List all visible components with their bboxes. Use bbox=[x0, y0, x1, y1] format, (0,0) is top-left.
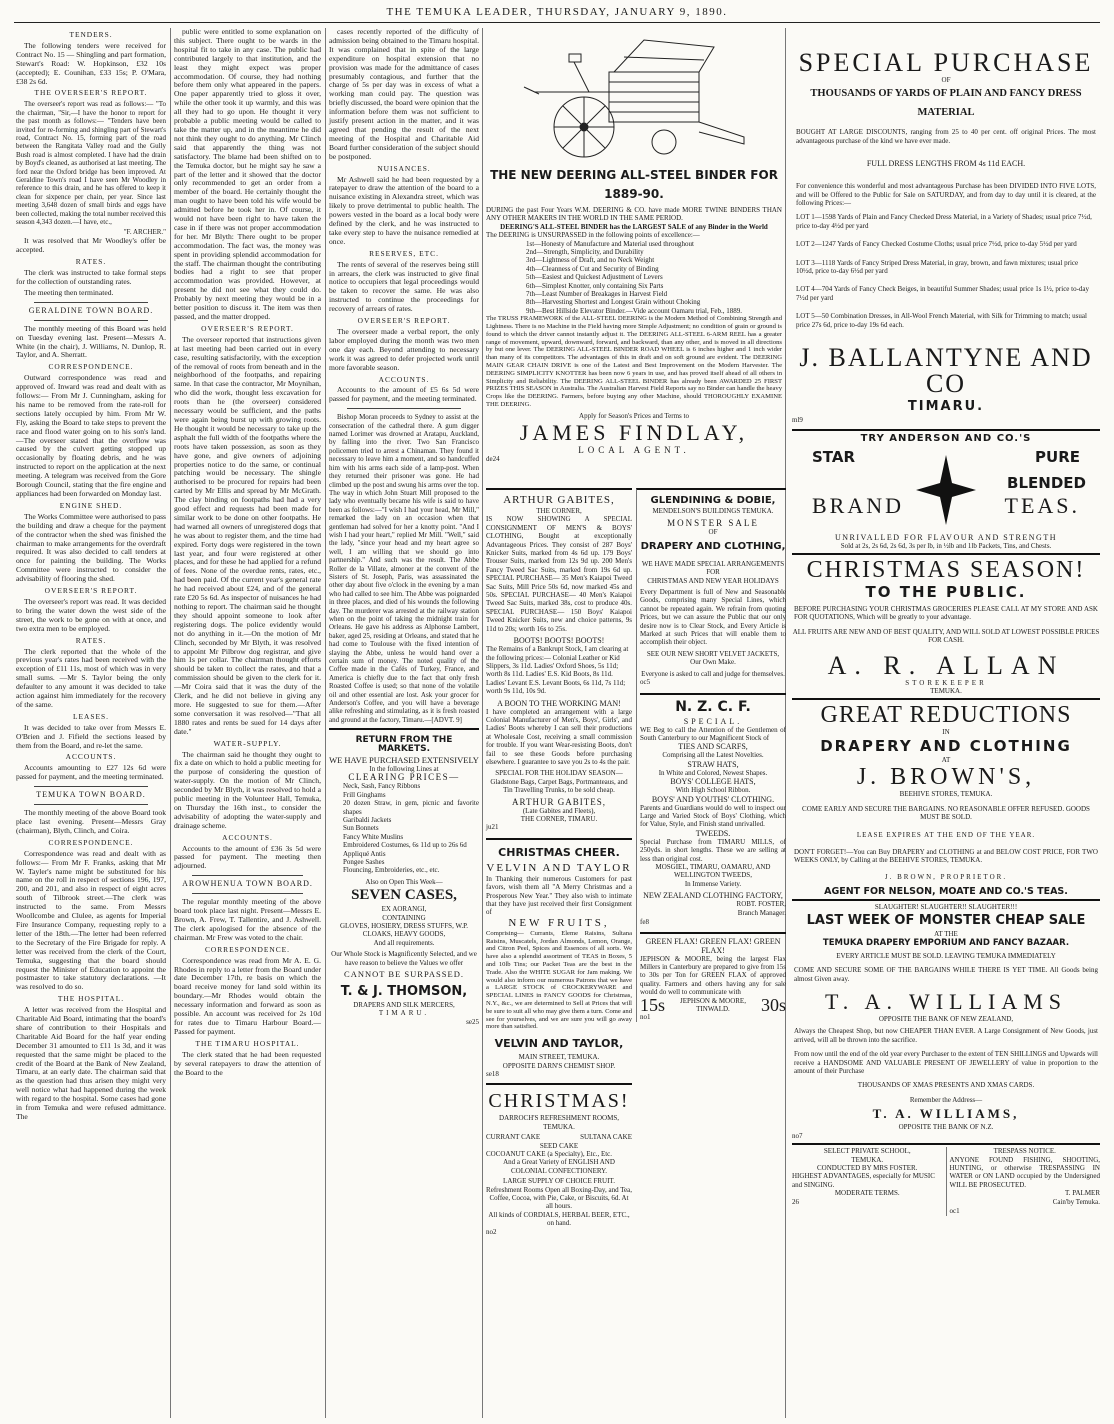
section-heading: THE OVERSEER'S REPORT. bbox=[34, 88, 148, 98]
list-item: LOT 2—1247 Yards of Fancy Checked Costume Cloths; usual price 7½d, price to-day 5½d per yard bbox=[796, 240, 1077, 249]
allan-advert bbox=[792, 553, 1100, 695]
article-text: The clerk reported that the whole of the previous year's rates had been received with the exception of £11 11s, most of which was in very small sums. —Mr S. Taylor being the only defaulter to any amount it was decided to take action against him immediately for the recovery of the same. bbox=[16, 646, 166, 709]
advert-line: THOUSANDS OF XMAS PRESENTS AND XMAS CARDS. bbox=[857, 1081, 1035, 1090]
advert-text: DON'T FORGET!—You can Buy DRAPERY and CLOTHING at and BELOW COST PRICE, FOR TWO WEEKS ONLY, by Calling at the BEEHIVE STORES, TEMUKA. bbox=[794, 847, 1098, 865]
advert-text: Refreshment Rooms Open all Boxing-Day, and Tea, Coffee, Cocoa, with Pie, Cake, or Biscuits, 6d. At all hours. bbox=[486, 1185, 632, 1211]
list-item: LOT 3—1118 Yards of Fancy Striped Dress Material, in gray, brown, and fawn mixtures; usual price 10½d, price to-day 6½d per yard bbox=[796, 258, 1079, 276]
advert-code: oc5 bbox=[640, 678, 651, 687]
article-text: The following tenders were received for Contract No. 15 — Shingling and part formation, Stewart's Road: W. Hopkinson, £32 10s (accepted); E. Counihan, £33 15s; P. O'Mara, £38 2s 6d. bbox=[16, 40, 166, 86]
advert-title: GREAT REDUCTIONS bbox=[820, 702, 1072, 729]
article-text: The clerk was instructed to take formal steps for the collection of outstanding rates. bbox=[16, 268, 166, 286]
advert-line: And a Great Variety of ENGLISH AND COLONIAL CONFECTIONERY. bbox=[503, 1158, 615, 1175]
advert-line: TIMARU. bbox=[907, 399, 985, 415]
advert-line: BEEHIVE STORES, TEMUKA. bbox=[899, 790, 993, 799]
advert-code: fe8 bbox=[640, 918, 649, 927]
advert-line: SPECIAL FOR THE HOLIDAY SEASON— bbox=[495, 769, 623, 778]
section-heading: CORRESPONDENCE. bbox=[48, 837, 134, 847]
section-heading: TENDERS. bbox=[69, 30, 113, 39]
advert-line: OPPOSITE DARN'S CHEMIST SHOP. bbox=[502, 1061, 616, 1070]
advert-code: ml9 bbox=[792, 416, 803, 425]
advert-text: BOUGHT AT LARGE DISCOUNTS, ranging from 25 to 40 per cent. off original Prices. The most advantageous purchase of the kind we have ever made. bbox=[796, 128, 1096, 145]
advert-code: oc1 bbox=[949, 1207, 960, 1216]
trespass-advert bbox=[947, 1147, 1101, 1215]
advert-text: HIGHEST ADVANTAGES, especially for MUSIC and SINGING. bbox=[792, 1172, 935, 1189]
article-text: The overseer made a verbal report, the only labor employed during the month was two men one day each. Beyond attending to necessary work it was agreed to defer projected work until more favorable season. bbox=[329, 327, 479, 372]
section-heading: THE HOSPITAL. bbox=[57, 994, 125, 1004]
advert-firm: J. BALLANTYNE AND CO bbox=[799, 343, 1093, 399]
advert-line: SLAUGHTER! SLAUGHTER!! SLAUGHTER!!! bbox=[874, 903, 1018, 911]
article-title: AROWHENUA TOWN BOARD. bbox=[182, 879, 313, 889]
article-text: Correspondence was read from Mr A. E. G. Rhodes in reply to a letter from the Board under date December 17th, re basis on which the board receive money for land sold within its boundary.—Mr Rhodes would obtain the necessary information and forward as soon as possible. An account was received for 2s 10d for rates due to Timaru Harbour Board.—Passed for payment. bbox=[174, 955, 321, 1036]
advert-text: Comprising— Currants, Eleme Raisins, Sultana Raisins, Muscatels, Jordan Almonds, Lemon, Orange, and Citron Peel, Spices and Essences of all sorts. We have also a splendid assortment of TEAS in Boxes, 5 and 10lb Tins; our Packet Teas are the best in the Trade. Also the WHITE SUGAR for Jam making. We would also inform our numerous Patrons that we have a LARGE STOCK of CROCKERYWARE and SPECIAL LINES in FANCY GOODS for Christmas, N.Y., &c., we are determined to Sell at Prices that will be sure to suit all who may give them a turn. Come and see for yourselves, and we are sure you will go away more than satisfied. bbox=[486, 929, 632, 1031]
advert-line: Sold at 2s, 2s 6d, 2s 6d, 3s per lb, in ½lb and 1lb Packets, Tins, and Chests. bbox=[840, 541, 1052, 550]
section-heading: RATES. bbox=[75, 635, 107, 645]
list-item: 2nd—Strength, Simplicity, and Durability bbox=[526, 248, 644, 257]
column-1 bbox=[16, 28, 166, 1418]
section-heading: LEASES. bbox=[73, 711, 109, 721]
advert-line: IN bbox=[942, 728, 950, 737]
advert-text: JEPHSON & MOORE, being the largest Flax Millers in Canterbury are prepared to give from 15s to 30s per Ton for GREEN FLAX of approved quality. Farmers and others having any for sale would do well to communicate with bbox=[640, 954, 786, 997]
divider bbox=[34, 302, 148, 303]
advert-title: TRY ANDERSON AND CO.'S bbox=[860, 432, 1032, 444]
advert-heading: SEVEN CASES, bbox=[351, 887, 457, 904]
section-heading: OVERSEER'S REPORT. bbox=[44, 586, 138, 596]
advert-firm: A. R. ALLAN bbox=[827, 650, 1065, 680]
advert-line: CANNOT BE SURPASSED. bbox=[344, 969, 464, 980]
list-item: Fancy White Muslins bbox=[343, 832, 404, 841]
advert-line: OPPOSITE THE BANK OF NEW ZEALAND, bbox=[878, 1015, 1014, 1024]
advert-heading: BOYS' COLLEGE HATS, bbox=[670, 777, 756, 787]
advert-line: Remember the Address— bbox=[909, 1095, 983, 1104]
advert-code: se25 bbox=[466, 1017, 479, 1026]
advert-text: COME EARLY AND SECURE THE BARGAINS. NO REASONABLE OFFER REFUSED. GOODS MUST BE SOLD. bbox=[802, 804, 1090, 821]
advert-line: (Late Gabites and Fleets), bbox=[522, 806, 596, 815]
advert-firm: J. BROWN'S, bbox=[856, 764, 1036, 791]
advert-line: Comprising all the Latest Novelties. bbox=[662, 751, 764, 760]
advert-code: no2 bbox=[486, 1227, 497, 1236]
advert-text: Parents and Guardians would do well to inspect our Large and Varied Stock of Boys' Clothing, which for Value, Style, and Finish stand unrivalled. bbox=[640, 803, 786, 829]
advert-code: 26 bbox=[792, 1197, 799, 1206]
article-text: Outward correspondence was read and approved of. Inward was read and dealt with as follows:— From Mr J. Cunningham, asking for his name to be removed from the rate-roll for sections lately occupied by him. From Mr W. Fly, asking the Board to take steps to prevent the race and flood water going on to his son's land. —The overseer stated that the overflow was caused by the culvert getting stopped up occasionally by floating debris, and he was instructed to report on the application at the next meeting. A telegram was received from the Gore Borough Council, stating that the fire engine and appliances had been forwarded on Monday last. bbox=[16, 373, 166, 498]
column-rule bbox=[325, 28, 326, 1418]
list-item: 6th—Simplest Knotter, only containing Six Parts bbox=[526, 281, 664, 290]
list-item: 5th—Easiest and Quickest Adjustment of Levers bbox=[526, 273, 663, 282]
advert-line: CONDUCTED BY MRS FOSTER. bbox=[817, 1163, 918, 1172]
advert-line: AT bbox=[941, 755, 951, 764]
cheer-advert bbox=[486, 838, 632, 1079]
advert-title: CHRISTMAS CHEER. bbox=[498, 845, 620, 859]
advert-line: Our Own Make. bbox=[690, 658, 736, 667]
advert-line: EVERY ARTICLE MUST BE SOLD. LEAVING TEMUKA IMMEDIATELY bbox=[836, 951, 1056, 960]
advert-line: EX AORANGI, bbox=[381, 905, 427, 914]
advert-line: Everyone is asked to call and judge for themselves. bbox=[641, 669, 785, 678]
advert-text: Every Department is full of New and Seasonable Goods, comprising many Special Lines, which cannot be repeated again. We refrain from quoting Prices, but we can assure the Public that our only desire now is to Clear Stock, and Every Article is Marked at such Prices that will enable them to accomplish their object. bbox=[640, 588, 786, 647]
advert-line: FULL DRESS LENGTHS FROM 4s 11d EACH. bbox=[866, 159, 1026, 169]
advert-line: THE CORNER, bbox=[536, 507, 582, 515]
advert-line: In the following Lines at bbox=[369, 765, 439, 773]
advert-code: de24 bbox=[486, 455, 500, 464]
christmas-advert bbox=[486, 1083, 632, 1236]
advert-heading: MONSTER SALE bbox=[667, 518, 759, 529]
advert-line: STOREKEEPER bbox=[905, 678, 987, 687]
advert-line: Cain'by Temuka. bbox=[1052, 1198, 1100, 1207]
advert-heading: DRAPERY AND CLOTHING bbox=[820, 736, 1072, 755]
advert-list bbox=[526, 240, 782, 316]
brown-advert bbox=[792, 698, 1100, 896]
advert-footer bbox=[640, 994, 786, 1015]
advert-firm: T. A. WILLIAMS, bbox=[872, 1106, 1020, 1122]
advert-text: The Remains of a Bankrupt Stock, I am clearing at the following prices:— Colonial Leather or Kid Slippers, 3s 11d. Ladies' Oxford Shoes, 5s 11d; worth 8s 11d. Ladies' E.S. Kid Boots, 8s 11d. Ladies' Levant E.S. Levant Boots, 6s 11d, 7s 11d; worth 9s 11d, 10s 9d. bbox=[486, 645, 629, 696]
advert-agent: JAMES FINDLAY, bbox=[519, 420, 749, 446]
advert-lead: WE HAVE PURCHASED EXTENSIVELY bbox=[329, 755, 479, 766]
star-icon bbox=[916, 455, 976, 525]
article-text: The overseer reported that instructions given at last meeting had been carried out in every case, resulting satisfactorily, with the exception of the removal of roots from beneath and in the neighborhood of the footpaths, and repairing same. In that case the contractor, Mr Moynihan, who did the work, thought less excavation for roots than he (the overseer) considered necessary would be sufficient, and the paths were again being burst up with growing roots. He thought it would be necessary to take up the asphalt the full width of the footpaths where the roots have taken possession, as soon as they have gone, and give owners of adjoining properties notice to do the same, or continual patching would be necessary. The shingle authorised to be procured for repairs had been carted by Mr Ellis and spread by Mr McGrath. The clay binding on footpaths had had a very good effect and requests had been made for similar work to be done on other footpaths. He had warned all owners of unregistered dogs that he was about to register them, and the time had expired. Forty dogs were registered in the town last year, and four were registered at other places, and for these he had applied for a refund of fees. None of the overdue rents, rates, etc., had been paid. Of the current year's general rate he had received about £24, and of the general rate £20 5s 6d. As inspector of nuisances he had nothing to report. The chairman said he thought they should appoint someone to look after registering dogs. The police evidently would not do anything in it.—On the motion of Mr Clinch, seconded by Mr Blyth, it was resolved to appoint Mr Pilbrow dog registrar, and give him 1s per collar. The chairman thought efforts should be taken to collect the rates, and that a commission should be given to the clerk for it.—Mr Coira said that it was the duty of the Clerk, and he did not believe in giving any more. He suggested to sue for them.—After some conversation it was resolved—"That all 1880 rates and rents be sued for 14 days after date." bbox=[174, 334, 321, 736]
advert-heading: NEW ZEALAND CLOTHING FACTORY, bbox=[643, 891, 783, 901]
tea-word: PURE bbox=[1035, 447, 1080, 466]
section-heading: CORRESPONDENCE. bbox=[204, 944, 291, 954]
section-heading: NUISANCES. bbox=[377, 163, 431, 173]
advert-title: CHRISTMAS! bbox=[488, 1090, 630, 1113]
advert-title: TRESPASS NOTICE. bbox=[993, 1147, 1056, 1156]
advert-title: LAST WEEK OF MONSTER CHEAP SALE bbox=[806, 913, 1086, 929]
divider bbox=[192, 875, 303, 876]
signature: "F. ARCHER." bbox=[123, 228, 166, 237]
advert-heading: TIES AND SCARFS, bbox=[678, 742, 748, 752]
advert-firm: GLENDINING & DOBIE, bbox=[650, 495, 776, 506]
advert-signature bbox=[680, 997, 746, 1014]
flax-advert bbox=[640, 932, 786, 1022]
advert-line: Our Whole Stock is Magnificently Selected, and we have reason to believe the Values we offer bbox=[331, 950, 477, 967]
tea-word: BRAND bbox=[812, 492, 905, 518]
tea-word: BLENDED bbox=[1007, 473, 1086, 492]
price-high: 30s bbox=[760, 994, 786, 1015]
advert-text: WE Beg to call the Attention of the Gentlemen of South Canterbury to our Magnificent Stock of bbox=[640, 725, 786, 742]
article-text: The monthly meeting of the above Board took place last evening. Present—Messrs Gray (chairman), Blyth, Clinch, and Coira. bbox=[16, 808, 166, 835]
glendining-advert bbox=[636, 488, 786, 1022]
tea-logo bbox=[792, 443, 1100, 533]
advert-line: CONTAINING bbox=[382, 913, 426, 922]
advert-line: CHRISTMAS AND NEW YEAR HOLIDAYS bbox=[647, 576, 779, 585]
advert-line: And all requirements. bbox=[373, 938, 435, 947]
advert-line: TEMUKA. bbox=[930, 686, 962, 695]
section-heading: ACCOUNTS. bbox=[222, 832, 273, 842]
advert-text: BEFORE PURCHASING YOUR CHRISTMAS GROCERIES PLEASE CALL AT MY STORE AND ASK FOR QUOTATIONS, Which will be greatly to your advantage. bbox=[794, 604, 1098, 622]
advert-text: Special Purchase from TIMARU MILLS, of 250yds. in short lengths. These we are selling at less than original cost. bbox=[640, 837, 786, 863]
article-text: The Works Committee were authorised to pass the building and draw a cheque for the payment of the contractor when the shed was finished the chairman to make arrangements for the overdraft required. It was also decided to call tenders at once for painting the building. The Works Committee were instructed to consider the advisability of flooring the shed. bbox=[16, 511, 166, 584]
list-item: LOT 1—1598 Yards of Plain and Fancy Checked Dress Material, in a Variety of Shades; usual price 7½d, price to-day 4½d per yard bbox=[796, 213, 1092, 230]
advert-line: DRAPERS AND SILK MERCERS, bbox=[353, 1000, 455, 1009]
tea-advert bbox=[792, 429, 1100, 550]
list-item: Frill Ginghams bbox=[343, 790, 386, 799]
advert-firm: ARTHUR GABITES, bbox=[503, 494, 615, 506]
advert-title: N. Z. C. F. bbox=[675, 698, 751, 715]
advert-text: I have completed an arrangement with a large Colonial Manufacturer of Men's, Boys', Girls', and Ladies' Boots whereby I can sell their productions at Wholesale Cost, receiving a small commission for trouble. If you want Wear-resisting Boots, don't fail to see these Goods before purchasing elsewhere. I guarantee to save you 2s to 4s the pair. bbox=[486, 707, 632, 766]
article-text: Mr Ashwell said he had been requested by a ratepayer to draw the attention of the board to a nuisance existing in Alexandra street, which was likely to prove detrimental to public health. The powers vested in the board as a local body were defined by the clerk, and he was instructed to take every step to have the nuisance remedied at once. bbox=[329, 174, 479, 246]
section-heading: OVERSEER'S REPORT. bbox=[201, 323, 294, 333]
advert-signature: J. BROWN, PROPRIETOR. bbox=[884, 872, 1008, 881]
lots-list bbox=[796, 213, 1096, 329]
advert-line: LEASE EXPIRES AT THE END OF THE YEAR. bbox=[856, 831, 1036, 840]
advert-heading: TWEEDS. bbox=[695, 828, 731, 838]
advert-firm: DARROCH'S REFRESHMENT ROOMS, TEMUKA. bbox=[499, 1114, 619, 1131]
section-heading: ACCOUNTS. bbox=[65, 752, 117, 762]
article-text: cases recently reported of the difficulty of admission being obtained to the Timaru hospital. It was complained that in spite of the large expenditure on hospital extension that no provision was made for the admittance of cases presumably contagious, and further that the charge of 5s per day was in excess of what a working man could pay. The question was briefly discussed, the board were opinion that the information before them was not sufficient to justify present action in the matter, and it was agreed that pending the result of the next meeting of the Hospital and Charitable Aid Board further consideration of the subject should be postponed. bbox=[329, 27, 479, 161]
advert-signature: ROBT. FOSTER, bbox=[736, 900, 786, 909]
top-rule bbox=[14, 22, 1100, 23]
advert-line: AT THE bbox=[934, 930, 958, 939]
section-heading: THE TIMARU HOSPITAL. bbox=[195, 1038, 300, 1048]
advert-line: THE CORNER, TIMARU. bbox=[520, 815, 598, 823]
advert-text: IS NOW SHOWING A SPECIAL CONSIGNMENT OF MEN'S & BOYS' CLOTHING, Bought at exceptionally Advantageous Prices. They consist of 287 Boys' Knicker Suits, marked from 4s 6d up. 179 Boys' Trouser Suits, marked from 12s 9d up. 200 Men's Fancy Tweed Sac Suits, marked from 19s 6d up. SPECIAL PURCHASE— 35 Men's Kaiapoi Tweed Sac Suits, Mill Price 50s 6d, now marked 45s and 50s. SPECIAL PURCHASE— 40 Men's Kaiapoi Tweed Sac Suits, marked 38s, cost to produce 40s. SPECIAL PURCHASE— 150 Boys' Kaiapoi Tweed Knicker Suits, new and choice patterns, 9s 11d to 20s; worth 16s to 25s. bbox=[486, 515, 632, 633]
article-text: Accounts to the amount of £5 6s 5d were passed for payment, and the meeting terminated. bbox=[329, 385, 479, 404]
list-item: Neck, Sash, Fancy Ribbons bbox=[343, 782, 421, 791]
list-item: LOT 5—50 Combination Dresses, in All-Wool French Material, with Silk for Trimming to match; usual price 27s 6d, price to-day 19s 6d each. bbox=[796, 312, 1087, 329]
advert-code: ju21 bbox=[486, 823, 499, 832]
cake-item: CURRANT CAKE bbox=[486, 1133, 541, 1142]
news-briefs: Bishop Moran proceeds to Sydney to assist at the consecration of the cathedral there. A gum digger named Lorimer was drowned at Aratapu, Auckland, by falling into the river. Two San Francisco policemen tried to arrest a Chinaman. They found it necessary to leave him a moment, and so handcuffed him with his arms each side of a lamp-post. When they returned their prisoner was gone. He had climbed up the post and swung his arms over the top. The way in which John Stuart Mill proposed to the lady who eventually became his wife is said to have been as follows:—"I wish I had your head, Mr Mill," remarked the lady on an occasion when that gentleman had solved for her a knotty point. "And I wish I had your heart," replied Mr Mill. "Well," said the lady, "since your head and my heart agree so well, I am willing that we should go into partnership." And such was the result. The Abbe Roller de la Villate, almoner at the convent of the Sisters of St. Joseph, Paris, was assassinated the other day about five o'clock in the evening by a man who had called to see him. The Abbe was poignarded in three places, and died of his wounds the following day. The murderer was arrested at the railway station when on the point of taking the midnight train for Orleans. He gave his address as Alphonse Lambert, baker, aged 25, residing at Orleans, and stated that he had come to Toulouse with the fixed intention of slaying the Abbe, unless he would hand over a certain sum of money. The noted quality of the Coffee made in the Cafés of Turkey, France, and America is chiefly due to the fact that only fresh Roasted Coffee is used; so that none of the volatile oil and other essential are lost. Ask your grocer for Anderson's Coffee, and you will have a beverage alike refreshing and stimulating, as it is fresh roasted and ground at the factory, Timaru.—[ADVT. 9] bbox=[329, 413, 479, 724]
list-item: Garibaldi Jackets bbox=[343, 815, 392, 824]
advert-line: MODERATE TERMS. bbox=[834, 1189, 900, 1198]
article-text: A letter was received from the Hospital and Charitable Aid Board, intimating that the board's share of contribution to their Hospitals and Charitable Aid Board for the half year ending December 31 amounted to £11 1s 3d, and it was requested that the same might be placed to the credit of the Board at the Bank of New Zealand, Timaru, at an early date. The chairman said that as the question had thus arisen they might very well notice what had happened during the week with regard to the hospital. Some cases had gone in from Temuka and were refused admittance. The bbox=[16, 1005, 166, 1121]
advert-line: OPPOSITE THE BANK OF N.Z. bbox=[898, 1123, 994, 1132]
article-text: Accounts amounting to £27 12s 6d were passed for payment, and the meeting terminated. bbox=[16, 763, 166, 782]
advert-line: BOOTS! BOOTS! BOOTS! bbox=[513, 636, 605, 646]
article-text: The overseer's report was read as follows:— "To the chairman, "Sir,—I have the honor to report for the past month as follows:— "Tenders have been invited for re-forming and shingling part of Stewart's road, Contract No. 15, forming part of the road between the Rangitata Valley road and the Gully Bush road is almost completed. I have had the drain by Boyd's cleaned, as authorised at last meeting. The ford near the Oxford bridge has been improved. At Geraldine Town's road I have seen Mr Woodley in reference to this drain, and he has offered to keep it clean for sixpence per chain, per year. Since last meeting 3,648 dozen of small birds and eggs have been collected, making the total number received this season 4,343 dozen.—I have, etc., bbox=[16, 100, 166, 227]
advert-title: THE NEW DEERING ALL-STEEL BINDER FOR 1889-90. bbox=[490, 168, 778, 201]
article-text: The monthly meeting of this Board was held on Tuesday evening last. Present—Messrs A. White (in the chair), J. Williams, N. Dunlop, R. Taylor, and A. Sherratt. bbox=[16, 323, 166, 360]
binder-engraving-icon bbox=[514, 32, 754, 162]
article-text: The overseer's report was read. It was decided to bring the water down the west side of the street, the work to be gone on with at once, and two extra men to be employed. bbox=[16, 596, 166, 633]
article-title: TEMUKA TOWN BOARD. bbox=[36, 790, 146, 800]
section-heading: ACCOUNTS. bbox=[378, 374, 430, 384]
advert-text: ANYONE FOUND FISHING, SHOOTING, HUNTING, or otherwise TRESPASSING IN WATER or ON LAND occupied by the Undersigned WILL BE PROSECUTED. bbox=[949, 1155, 1100, 1189]
advert-line: MOSGIEL, TIMARU, OAMARU, AND WELLINGTON TWEEDS, bbox=[655, 862, 771, 880]
list-item: 20 dozen Straw, in gem, picnic and favorite shapes bbox=[343, 799, 479, 816]
advert-list bbox=[343, 782, 479, 874]
williams-advert bbox=[792, 899, 1100, 1140]
advert-title: SELECT PRIVATE SCHOOL, bbox=[823, 1147, 911, 1156]
advert-line: LOCAL AGENT. bbox=[578, 445, 690, 456]
column-3 bbox=[329, 28, 479, 1418]
column-rule bbox=[482, 28, 483, 1418]
advert-signature: ARTHUR GABITES, bbox=[512, 796, 606, 807]
section-heading: RATES. bbox=[75, 257, 107, 267]
school-advert bbox=[792, 1147, 947, 1215]
section-heading: CORRESPONDENCE. bbox=[48, 362, 134, 372]
advert-line: UNRIVALLED FOR FLAVOUR AND STRENGTH bbox=[835, 532, 1057, 542]
tea-word: TEAS. bbox=[1004, 492, 1080, 518]
masthead: THE TEMUKA LEADER, THURSDAY, JANUARY 9, 1890. bbox=[386, 6, 728, 18]
advert-line: Also on Open This Week— bbox=[365, 877, 443, 886]
divider bbox=[34, 786, 148, 787]
advert-heading: STRAW HATS, bbox=[687, 759, 739, 769]
list-item: Sun Bonnets bbox=[343, 824, 379, 833]
advert-line: CLEARING PRICES— bbox=[348, 772, 460, 783]
advert-firm: T. A. WILLIAMS bbox=[824, 989, 1068, 1015]
tea-word: STAR bbox=[812, 447, 856, 466]
article-title: GERALDINE TOWN BOARD. bbox=[28, 305, 154, 315]
markets-advert bbox=[329, 728, 479, 1026]
cake-item: COCOANUT CAKE (a Specialty), Etc., Etc. bbox=[486, 1150, 613, 1159]
advert-heading: NEW FRUITS, bbox=[508, 916, 610, 929]
advert-line: With High School Ribbon. bbox=[675, 786, 751, 795]
advert-text: For convenience this wonderful and most advantageous Purchase has been DIVIDED INTO FIVE LOTS, and will be Offered to the Public for Sale on SATURDAY, and from day to day until it is cleared, at the following Prices:— bbox=[796, 182, 1096, 208]
advert-line: The DEERING is UNSURPASSED in the following points of excellence:— bbox=[486, 231, 700, 240]
article-text: It was resolved that Mr Woodley's offer be accepted. bbox=[16, 236, 166, 255]
advert-line: MAIN STREET, TEMUKA. bbox=[518, 1053, 600, 1062]
article-text: The regular monthly meeting of the above board took place last night. Present—Messrs E. Brown, A. Frew, T. Tallentire, and J. Ashwell. The clerk apologised for the absence of the chairman. Mr Frew was voted to the chair. bbox=[174, 897, 321, 942]
right-adverts bbox=[792, 28, 1100, 1418]
article-text: The meeting then terminated. bbox=[24, 287, 114, 297]
advert-heading: BOYS' AND YOUTHS' CLOTHING. bbox=[651, 794, 775, 804]
list-item: 7th—Least Number of Breakages in Harvest Field bbox=[526, 290, 668, 299]
advert-title: RETURN FROM THE MARKETS. bbox=[355, 735, 453, 755]
advert-lead: DURING the past Four Years W.M. DEERING & CO. have made MORE TWINE BINDERS THAN ANY OTHER MAKERS IN THE WORLD IN THE SAME PERIOD. bbox=[486, 206, 782, 223]
advert-text: ALL FRUITS ARE NEW AND OF BEST QUALITY, AND WILL SOLD AT LOWEST POSSIBLE PRICES FOR CASH. bbox=[792, 627, 1100, 645]
article-text: Accounts to the amount of £36 3s 5d were passed for payment. The meeting then adjourned. bbox=[174, 843, 321, 871]
advert-line: OF bbox=[941, 76, 951, 84]
article-text: Correspondence was read and dealt with as follows:— From Mr F. Franks, asking that Mr W. Tayler's name might be substituted for his name on the roll in respect of sections 196, 197, 200, and 201, and also in respect of eight acres south of Tilbrook street.—The clerk was instructed to the same. From Messrs Woollcombe and Clulee, as agents for Imperial Fire Insurance Company, requesting reply to a letter of the 18th.—The letter had been referred to the Secretary of the Fire Brigade for reply. A letter was received from the clerk of the Court, Temuka, suggesting that the board should request the Minister of Education to appoint the postmaster to take statutory declarations. —It was resolved to do so. bbox=[16, 848, 166, 992]
advert-text: COME AND SECURE SOME OF THE BARGAINS WHILE THERE IS YET TIME. All Goods being almost Given away. bbox=[794, 966, 1098, 983]
advert-code: no7 bbox=[792, 1131, 803, 1140]
advert-text: All kinds of CORDIALS, HERBAL BEER, ETC., on hand. bbox=[488, 1210, 630, 1228]
list-item: 9th—Best Hillside Elevator Binder.—Vide account Oamaru trial, Feb., 1889. bbox=[526, 306, 742, 315]
advert-title: SPECIAL PURCHASE bbox=[798, 48, 1094, 77]
advert-code: no1 bbox=[640, 1013, 651, 1022]
advert-signature: VELVIN AND TAYLOR, bbox=[494, 1037, 624, 1051]
advert-line: FOR bbox=[706, 568, 720, 577]
list-item: LOT 4—704 Yards of Fancy Check Beiges, in beautiful Summer Shades; usual price 1s 1½, price to-day 7½d per yard bbox=[796, 285, 1090, 302]
advert-text: Always the Cheapest Shop, but now CHEAPER THAN EVER. A Large Consignment of New Goods, just arrived, will all be thrown into the sacrifice. bbox=[794, 1027, 1098, 1044]
article-text: public were entitled to some explanation on this subject. There ought to be wards in the hospital fit to take in any case. The public had contributed largely to that institution, and the least they might expect was proper accommodation. Of course, they had nothing before them only what appeared in the papers. One paper apparently tried to gloss it over, while the other took it up warmly, and this was all they had to go upon. He thought it very probable a public meeting would be called to take the matter up, and in the meantime he did not think they ought to do anything. Mr Clinch said that apparently the thing was not satisfactory. The blame had been shifted on to the Temuka doctor, but he might say he saw a part of the letter and it showed that the doctor only recommended to get an order from a member of the board. He certainly thought the man ought to have been told his wife would be admitted before he took her in. Of course, it would not have been right to have taken the case in if there was not proper accommodation for her. Mr Blyth: There ought to be proper accommodation. The fact was, the money was spent in providing splendid accommodation for the staff. The chairman thought the contributing bodies had a right to see that proper accommodation was provided. However, at present he did not see what they could do. Probably by next meeting they would be in a better position to discuss it. The item was then passed, and the matter dropped. bbox=[174, 27, 321, 321]
advert-title: GREEN FLAX! GREEN FLAX! GREEN FLAX! bbox=[645, 936, 781, 955]
article-text: The clerk stated that he had been requested by several ratepayers to draw the attention of the Board to the bbox=[174, 1049, 321, 1077]
divider bbox=[347, 408, 461, 409]
gabites-advert bbox=[486, 488, 632, 1236]
advert-firm: T. & J. THOMSON, bbox=[340, 983, 468, 999]
advert-text: The TRUSS FRAMEWORK of the ALL-STEEL DEERING is the Modern Method of Combining Strength and Lightness. There is no Machine in the Field having more Simple Adjustment; no condition of grain or ground is found to which the driver cannot instantly adjust it. The DEERING ALL-STEEL 6-ARM REEL has a greater range of movement, upward, downward, forward, and backward, than any other, and is moved in all directions by but one lever. The DEERING ALL-STEEL BINDER ROAD WHEEL is 6 inches higher and 1 inch wider than many of its competitors. The advantages of this in draft and on soft ground are evident. The DEERING MAIN GEAR CHAIN DRIVE is one of the Latest and Best Improvement on the Modern Harvester. The DEERING SIMPLICITY KNOTTER has been now 6 years in use, and has proved itself ahead of all others in Simplicity and Reliability. The DEERING ALL-STEEL BINDER has already been AWARDED 25 FIRST PRIZES THIS SEASON in Australia. The Australian Harvest Field Reports say no Binder can handle the heavy Crops like the DEERING. Farmers, before buying any other Machine, should THOROUGHLY EXAMINE THE DEERING. bbox=[486, 315, 782, 409]
advert-heading: TEMUKA DRAPERY EMPORIUM AND FANCY BAZAAR. bbox=[822, 937, 1070, 948]
bottom-notices bbox=[792, 1143, 1100, 1215]
price-low: 15s bbox=[640, 994, 666, 1015]
cake-item: SEED CAKE bbox=[539, 1141, 579, 1150]
section-heading: WATER-SUPPLY. bbox=[213, 738, 282, 748]
advert-line: LARGE SUPPLY OF CHOICE FRUIT. bbox=[503, 1177, 615, 1186]
list-item: 3rd—Lightness of Draft, and no Neck Weight bbox=[526, 256, 655, 265]
advert-line: MENDELSON'S BUILDINGS TEMUKA. bbox=[652, 507, 774, 515]
list-item: 8th—Harvesting Shortest and Longest Grain without Choking bbox=[526, 298, 701, 307]
advert-heading: TO THE PUBLIC. bbox=[865, 582, 1027, 601]
advert-line: WE HAVE MADE SPECIAL ARRANGEMENTS bbox=[641, 559, 785, 568]
advert-line: GLOVES, HOSIERY, DRESS STUFFS, W.P. CLOAKS, HEAVY GOODS, bbox=[339, 922, 469, 939]
column-rule bbox=[170, 28, 171, 1418]
advert-line bbox=[486, 1133, 632, 1141]
middle-adverts bbox=[486, 28, 786, 1418]
column-2 bbox=[174, 28, 321, 1418]
advert-text: In Thanking their numerous Customers for past favors, wish them all "A Merry Christmas and a Prosperous New Year." They also wish to intimate that they have just received their first Consignment of bbox=[486, 874, 632, 917]
divider bbox=[34, 804, 148, 805]
advert-line: A BOON TO THE WORKING MAN! bbox=[497, 698, 621, 708]
advert-text: Gladstone Bags, Carpet Bags, Portmanteaus, and Tin Travelling Trunks, to be sold cheap. bbox=[490, 777, 628, 795]
advert-line: SEE OUR NEW SHORT VELVET JACKETS, bbox=[646, 649, 780, 658]
divider bbox=[192, 893, 303, 894]
advert-line: AGENT FOR NELSON, MOATE AND CO.'S TEAS. bbox=[824, 886, 1068, 897]
cake-item: SULTANA CAKE bbox=[580, 1133, 632, 1142]
article-text: It was decided to take over from Messrs E. O'Brien and J. Fifield the sections leased by them from the Board, and re-let the same. bbox=[16, 722, 166, 750]
divider bbox=[34, 320, 148, 321]
flax-firm: JEPHSON & MOORE, bbox=[680, 996, 746, 1005]
list-item: Embroidered Costumes, 6s 11d up to 26s 6d bbox=[343, 841, 467, 850]
advert-heading: THOUSANDS OF YARDS OF PLAIN AND FANCY DRESS MATERIAL bbox=[810, 88, 1082, 119]
advert-line: TIMARU. bbox=[378, 1009, 430, 1018]
advert-line: SPECIAL. bbox=[683, 716, 743, 726]
flax-town: TINWALD. bbox=[696, 1005, 730, 1014]
article-text: The rents of several of the reserves being still in arrears, the clerk was instructed to give final notice to occupiers that legal proceedings would be taken to recover the same. He was also instructed to continue the proceedings for recovery of arrears of rates. bbox=[329, 259, 479, 314]
advert-line: In Immense Variety. bbox=[684, 879, 742, 888]
list-item: Flouncing, Embroideries, etc., etc. bbox=[343, 866, 440, 875]
advert-heading: DRAPERY AND CLOTHING, bbox=[640, 540, 786, 552]
advert-title: CHRISTMAS SEASON! bbox=[806, 556, 1086, 583]
advert-firm: VELVIN AND TAYLOR bbox=[486, 861, 632, 874]
advert-signature: T. PALMER bbox=[1064, 1189, 1100, 1198]
advert-line: Branch Manager. bbox=[737, 909, 786, 918]
list-item: Pongee Sashes bbox=[343, 857, 385, 866]
advert-line: In White and Colored, Newest Shapes. bbox=[658, 768, 768, 777]
list-item: Appliqué Antis bbox=[343, 849, 386, 858]
advert-line: Apply for Season's Prices and Terms to bbox=[579, 411, 689, 420]
section-heading: ENGINE SHED. bbox=[59, 500, 123, 510]
list-item: 1st—Honesty of Manufacture and Material used throughout bbox=[526, 239, 694, 248]
section-heading: OVERSEER'S REPORT. bbox=[357, 316, 451, 326]
advert-line: TEMUKA. bbox=[851, 1155, 884, 1164]
article-text: The chairman said he thought they ought to fix a date on which to hold a public meeting for the purpose of considering the question of water-supply. On the motion of Mr Clinch, seconded by Mr Blyth, it was resolved to hold a public meeting in the Volunteer Hall, Temuka, on Thursday the 16th inst., to consider the advisability of adopting the water-supply and drainage scheme. bbox=[174, 749, 321, 830]
advert-code: se18 bbox=[486, 1070, 499, 1079]
section-heading: RESERVES, ETC. bbox=[369, 248, 439, 258]
list-item: 4th—Cleanness of Cut and Security of Binding bbox=[526, 264, 659, 273]
nzcf-advert bbox=[640, 693, 786, 927]
advert-text: From now until the end of the old year every Purchaser to the extent of TEN SHILLINGS and Upwards will receive a HANDSOME AND VALUABLE PRESENT OF JEWELLERY of value in proportion to the amount of their Purchase bbox=[794, 1050, 1098, 1076]
advert-line: DEERING'S ALL-STEEL BINDER has the LARGEST SALE of any Binder in the World bbox=[500, 222, 768, 231]
advert-line: OF bbox=[708, 528, 718, 537]
